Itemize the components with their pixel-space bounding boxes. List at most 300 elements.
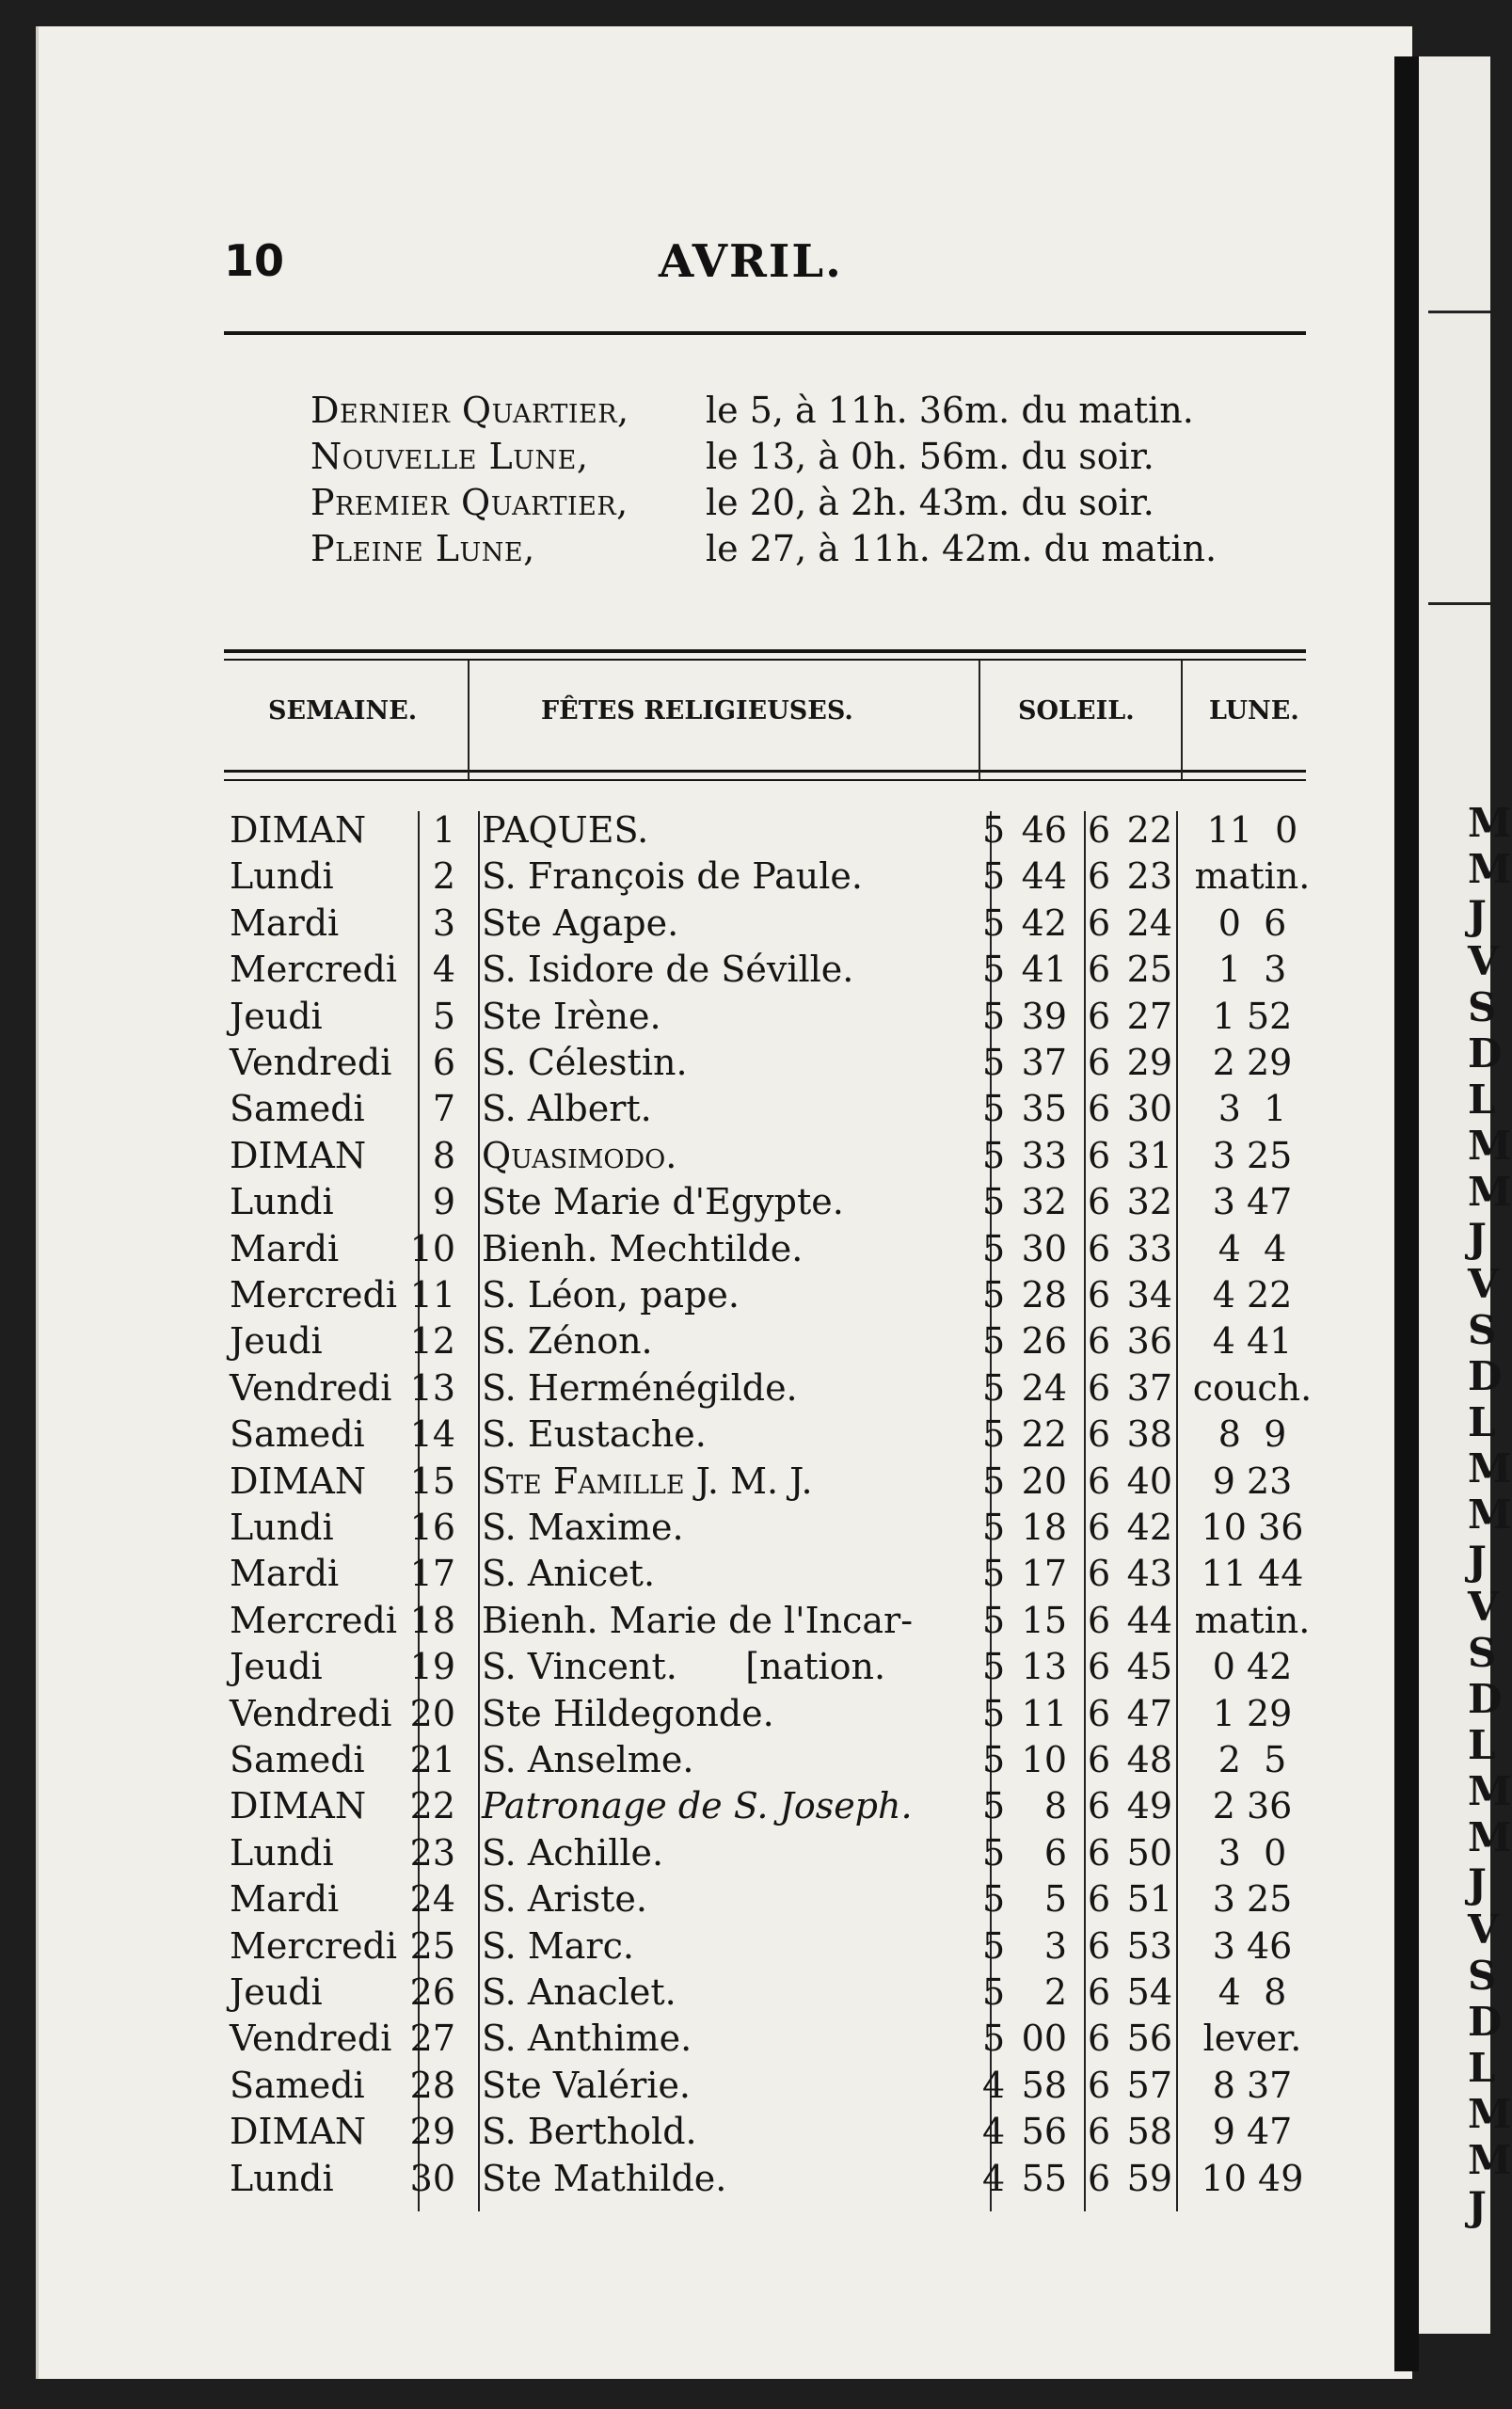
sunrise-hour-cell: 4 (982, 2064, 1006, 2106)
sunrise-hour-cell: 5 (982, 995, 1006, 1037)
calendar-row (230, 1088, 1359, 1134)
calendar-row (230, 1646, 1359, 1692)
calendar-row (230, 2065, 1359, 2111)
sunrise-minute-cell: 22 (1021, 1413, 1067, 1456)
calendar-row (230, 1135, 1359, 1181)
weekday-cell: Lundi (230, 1507, 334, 1548)
feast-cell: S. Ariste. (482, 1878, 647, 1921)
sunrise-minute-cell: 15 (1021, 1599, 1067, 1641)
moon-cell: 2 36 (1212, 1785, 1293, 1827)
sunset-minute-cell: 25 (1126, 949, 1172, 991)
sunset-minute-cell: 56 (1126, 2018, 1172, 2060)
moon-cell: 10 49 (1201, 2157, 1304, 2199)
feast-cell: Ste Mathilde. (482, 2157, 727, 2199)
sunset-hour-cell: 6 (1088, 1739, 1111, 1780)
sunrise-hour-cell: 5 (982, 1274, 1006, 1316)
weekday-cell: DIMAN (230, 1460, 367, 1502)
sunset-hour-cell: 6 (1088, 1366, 1111, 1409)
sunrise-minute-cell: 46 (1021, 809, 1067, 851)
feast-cell: S. Marc. (482, 1924, 634, 1967)
weekday-cell: Vendredi (230, 1366, 392, 1409)
sunrise-minute-cell: 39 (1021, 995, 1067, 1037)
calendar-row (230, 1367, 1359, 1413)
sunrise-hour-cell: 5 (982, 1413, 1006, 1456)
feast-cell: Ste Hildegonde. (482, 1692, 774, 1734)
title-rule (224, 331, 1306, 335)
date-cell: 23 (409, 1831, 455, 1874)
sunset-minute-cell: 48 (1126, 1739, 1172, 1780)
sunset-hour-cell: 6 (1088, 1878, 1111, 1921)
sunset-minute-cell: 30 (1126, 1088, 1172, 1130)
calendar-row (230, 2111, 1359, 2157)
sunrise-minute-cell: 28 (1021, 1274, 1067, 1316)
sunrise-hour-cell: 5 (982, 1553, 1006, 1595)
moon-cell: 9 47 (1212, 2111, 1293, 2153)
sunrise-hour-cell: 5 (982, 1971, 1006, 2013)
moon-phase-row (310, 434, 1327, 480)
sunset-hour-cell: 6 (1088, 2018, 1111, 2060)
moon-cell: 4 4 (1218, 1227, 1287, 1269)
feast-cell: S. Anaclet. (482, 1971, 676, 2013)
moon-cell: couch. (1192, 1366, 1313, 1409)
sunset-hour-cell: 6 (1088, 949, 1111, 991)
sunrise-minute-cell: 26 (1021, 1320, 1067, 1363)
sunrise-hour-cell: 5 (982, 1460, 1006, 1502)
sunrise-hour-cell: 5 (982, 1878, 1006, 1921)
calendar-row (230, 1785, 1359, 1831)
feast-cell: S. Zénon. (482, 1320, 653, 1363)
calendar-row (230, 1507, 1359, 1553)
feast-cell: S. Isidore de Séville. (482, 949, 854, 991)
sunrise-hour-cell: 5 (982, 1227, 1006, 1269)
feast-cell: Ste Valérie. (482, 2064, 692, 2106)
sunset-minute-cell: 44 (1126, 1599, 1172, 1641)
feast-cell: S. Célestin. (482, 1042, 688, 1083)
sunrise-minute-cell: 5 (1043, 1878, 1067, 1921)
moon-cell: 11 0 (1206, 809, 1298, 851)
feast-cell: Quasimodo. (482, 1134, 677, 1176)
calendar-row (230, 1878, 1359, 1924)
page-number: 10 (224, 235, 285, 286)
sunrise-hour-cell: 5 (982, 1924, 1006, 1967)
sunrise-minute-cell: 32 (1021, 1181, 1067, 1223)
moon-cell: matin. (1194, 1599, 1311, 1641)
moon-phase-row (310, 526, 1327, 572)
date-cell: 27 (409, 2018, 455, 2060)
calendar-row (230, 2018, 1359, 2064)
calendar-row (230, 809, 1359, 855)
calendar-row (230, 1413, 1359, 1460)
weekday-cell: DIMAN (230, 1134, 367, 1176)
sunset-minute-cell: 51 (1126, 1878, 1172, 1921)
moon-cell: 2 29 (1212, 1042, 1293, 1083)
moon-cell: 2 5 (1218, 1739, 1287, 1780)
weekday-cell: Lundi (230, 1831, 334, 1874)
moon-phase-time: le 27, à 11h. 42m. du matin. (706, 528, 1218, 569)
date-cell: 7 (432, 1088, 455, 1130)
sunrise-hour-cell: 5 (982, 949, 1006, 991)
sunrise-hour-cell: 5 (982, 1692, 1006, 1734)
moon-cell: 3 1 (1218, 1088, 1287, 1130)
sunset-minute-cell: 58 (1126, 2111, 1172, 2153)
weekday-cell: Mardi (230, 901, 340, 944)
calendar-row (230, 1832, 1359, 1878)
moon-cell: 3 25 (1212, 1878, 1293, 1921)
weekday-cell: Mardi (230, 1878, 340, 1921)
sunset-hour-cell: 6 (1088, 1924, 1111, 1967)
weekday-cell: Samedi (230, 2064, 365, 2106)
feast-cell: S. Maxime. (482, 1507, 684, 1548)
date-cell: 26 (409, 1971, 455, 2013)
moon-cell: 0 6 (1218, 901, 1287, 944)
phases-rule (224, 649, 1306, 653)
header-feasts: FÊTES RELIGIEUSES. (541, 696, 853, 726)
page-title: AVRIL. (659, 235, 843, 288)
sunrise-hour-cell: 5 (982, 1366, 1006, 1409)
date-cell: 11 (409, 1274, 455, 1316)
weekday-cell: Vendredi (230, 2018, 392, 2060)
calendar-row (230, 855, 1359, 901)
facing-page-day-initials: M M J V S D L M M J V S D L M M J V S D L M M J V S D L M M J (1468, 800, 1512, 2229)
book-gutter (1394, 56, 1419, 2371)
header-moon: LUNE. (1209, 696, 1299, 726)
calendar-row (230, 1693, 1359, 1739)
weekday-cell: Samedi (230, 1739, 365, 1780)
feast-cell: Bienh. Mechtilde. (482, 1227, 804, 1269)
moon-cell: 4 8 (1218, 1971, 1287, 2013)
date-cell: 2 (432, 855, 455, 898)
moon-cell: 8 9 (1218, 1413, 1287, 1456)
sunrise-minute-cell: 44 (1021, 855, 1067, 898)
moon-cell: 8 37 (1212, 2064, 1293, 2106)
weekday-cell: Lundi (230, 855, 334, 898)
sunrise-hour-cell: 5 (982, 1831, 1006, 1874)
feast-cell: S. Herménégilde. (482, 1366, 798, 1409)
moon-cell: matin. (1194, 855, 1311, 898)
sunset-minute-cell: 47 (1126, 1692, 1172, 1734)
sunset-minute-cell: 59 (1126, 2157, 1172, 2199)
sunset-minute-cell: 50 (1126, 1831, 1172, 1874)
moon-cell: 3 0 (1218, 1831, 1287, 1874)
sunrise-minute-cell: 13 (1021, 1646, 1067, 1688)
calendar-row (230, 1320, 1359, 1366)
moon-cell: 3 47 (1212, 1181, 1293, 1223)
sunset-hour-cell: 6 (1088, 1460, 1111, 1502)
moon-cell: 3 46 (1212, 1924, 1293, 1967)
sunset-hour-cell: 6 (1088, 1181, 1111, 1223)
feast-cell: Ste Marie d'Egypte. (482, 1181, 844, 1223)
feast-cell: Ste Famille J. M. J. (482, 1460, 813, 1502)
sunset-minute-cell: 38 (1126, 1413, 1172, 1456)
sunrise-hour-cell: 5 (982, 809, 1006, 851)
date-cell: 19 (409, 1646, 455, 1688)
date-cell: 18 (409, 1599, 455, 1641)
feast-cell: S. Albert. (482, 1088, 652, 1130)
calendar-row (230, 2158, 1359, 2204)
sunset-hour-cell: 6 (1088, 1553, 1111, 1595)
feast-cell: Patronage de S. Joseph. (482, 1785, 913, 1827)
moon-cell: 1 3 (1218, 949, 1287, 991)
date-cell: 29 (409, 2111, 455, 2153)
header-bottom-rule-2 (224, 779, 1306, 781)
weekday-cell: Vendredi (230, 1692, 392, 1734)
sunrise-minute-cell: 30 (1021, 1227, 1067, 1269)
sunset-hour-cell: 6 (1088, 1646, 1111, 1688)
date-cell: 14 (409, 1413, 455, 1456)
feast-cell: S. Anthime. (482, 2018, 692, 2060)
weekday-cell: Mercredi (230, 1599, 397, 1641)
weekday-cell: Vendredi (230, 1042, 392, 1083)
feast-cell: Ste Irène. (482, 995, 661, 1037)
feast-cell: S. Achille. (482, 1831, 664, 1874)
moon-phase-name: Nouvelle Lune, (310, 436, 589, 477)
header-bottom-rule (224, 770, 1306, 773)
weekday-cell: DIMAN (230, 809, 367, 851)
moon-cell: 4 41 (1212, 1320, 1293, 1363)
sunrise-minute-cell: 00 (1021, 2018, 1067, 2060)
sunrise-hour-cell: 5 (982, 1134, 1006, 1176)
header-week: SEMAINE. (268, 696, 418, 726)
sunset-hour-cell: 6 (1088, 809, 1111, 851)
col-divider-sun (1181, 661, 1183, 779)
sunset-minute-cell: 23 (1126, 855, 1172, 898)
sunrise-hour-cell: 5 (982, 1320, 1006, 1363)
sunset-hour-cell: 6 (1088, 2157, 1111, 2199)
date-cell: 17 (409, 1553, 455, 1595)
sunset-minute-cell: 43 (1126, 1553, 1172, 1595)
sunset-minute-cell: 32 (1126, 1181, 1172, 1223)
weekday-cell: Mercredi (230, 949, 397, 991)
moon-cell: 3 25 (1212, 1134, 1293, 1176)
date-cell: 22 (409, 1785, 455, 1827)
sunset-minute-cell: 37 (1126, 1366, 1172, 1409)
calendar-row (230, 1553, 1359, 1599)
sunset-minute-cell: 31 (1126, 1134, 1172, 1176)
sunset-minute-cell: 22 (1126, 809, 1172, 851)
moon-cell: 1 29 (1212, 1692, 1293, 1734)
date-cell: 3 (432, 901, 455, 944)
sunrise-minute-cell: 35 (1021, 1088, 1067, 1130)
moon-phase-row (310, 388, 1327, 434)
calendar-row (230, 996, 1359, 1042)
col-divider-week (468, 661, 470, 779)
weekday-cell: Jeudi (230, 1646, 323, 1688)
sunrise-hour-cell: 5 (982, 1785, 1006, 1827)
calendar-row (230, 1042, 1359, 1088)
moon-cell: 4 22 (1212, 1274, 1293, 1316)
sunset-hour-cell: 6 (1088, 901, 1111, 944)
moon-cell: 1 52 (1212, 995, 1293, 1037)
calendar-row (230, 1274, 1359, 1320)
sunset-minute-cell: 27 (1126, 995, 1172, 1037)
sunrise-minute-cell: 55 (1021, 2157, 1067, 2199)
sunrise-hour-cell: 5 (982, 1599, 1006, 1641)
sunset-minute-cell: 42 (1126, 1507, 1172, 1548)
calendar-row (230, 1600, 1359, 1646)
sunrise-minute-cell: 6 (1043, 1831, 1067, 1874)
date-cell: 10 (409, 1227, 455, 1269)
sunset-hour-cell: 6 (1088, 1088, 1111, 1130)
sunset-minute-cell: 24 (1126, 901, 1172, 944)
sunrise-minute-cell: 20 (1021, 1460, 1067, 1502)
sunrise-hour-cell: 5 (982, 855, 1006, 898)
date-cell: 13 (409, 1366, 455, 1409)
weekday-cell: Jeudi (230, 1971, 323, 2013)
calendar-row (230, 1739, 1359, 1785)
date-cell: 24 (409, 1878, 455, 1921)
sunset-hour-cell: 6 (1088, 2064, 1111, 2106)
date-cell: 5 (432, 995, 455, 1037)
date-cell: 28 (409, 2064, 455, 2106)
moon-phases (310, 388, 1327, 572)
date-cell: 16 (409, 1507, 455, 1548)
moon-cell: 11 44 (1201, 1553, 1304, 1595)
feast-cell: S. François de Paule. (482, 855, 863, 898)
calendar-row (230, 949, 1359, 995)
sunset-hour-cell: 6 (1088, 1227, 1111, 1269)
sunrise-minute-cell: 10 (1021, 1739, 1067, 1780)
sunset-hour-cell: 6 (1088, 995, 1111, 1037)
calendar-row (230, 1228, 1359, 1274)
sunset-hour-cell: 6 (1088, 1134, 1111, 1176)
calendar-row (230, 1181, 1359, 1227)
moon-cell: 10 36 (1201, 1507, 1304, 1548)
weekday-cell: Jeudi (230, 1320, 323, 1363)
sunset-minute-cell: 53 (1126, 1924, 1172, 1967)
sunrise-minute-cell: 42 (1021, 901, 1067, 944)
sunset-hour-cell: 6 (1088, 1971, 1111, 2013)
sunrise-minute-cell: 24 (1021, 1366, 1067, 1409)
sunset-minute-cell: 29 (1126, 1042, 1172, 1083)
sunrise-hour-cell: 5 (982, 901, 1006, 944)
sunset-minute-cell: 57 (1126, 2064, 1172, 2106)
sunset-minute-cell: 45 (1126, 1646, 1172, 1688)
weekday-cell: Mercredi (230, 1274, 397, 1316)
date-cell: 20 (409, 1692, 455, 1734)
sunrise-hour-cell: 5 (982, 2018, 1006, 2060)
sunrise-minute-cell: 11 (1021, 1692, 1067, 1734)
calendar-row (230, 1460, 1359, 1507)
calendar-row (230, 1971, 1359, 2018)
feast-cell: S. Léon, pape. (482, 1274, 740, 1316)
feast-cell: S. Anselme. (482, 1739, 694, 1780)
sunset-hour-cell: 6 (1088, 1507, 1111, 1548)
sunrise-hour-cell: 5 (982, 1646, 1006, 1688)
moon-phase-time: le 5, à 11h. 36m. du matin. (706, 390, 1194, 431)
sunset-minute-cell: 40 (1126, 1460, 1172, 1502)
feast-cell: S. Vincent. [nation. (482, 1646, 886, 1688)
feast-cell: PAQUES. (482, 809, 649, 851)
moon-phase-row (310, 480, 1327, 526)
sunset-hour-cell: 6 (1088, 1320, 1111, 1363)
col-divider-feasts (979, 661, 980, 779)
weekday-cell: Lundi (230, 1181, 334, 1223)
moon-phase-name: Dernier Quartier, (310, 390, 629, 431)
sunset-minute-cell: 34 (1126, 1274, 1172, 1316)
weekday-cell: Mardi (230, 1553, 340, 1595)
date-cell: 25 (409, 1924, 455, 1967)
sunrise-minute-cell: 17 (1021, 1553, 1067, 1595)
sunset-hour-cell: 6 (1088, 1692, 1111, 1734)
calendar-row (230, 1925, 1359, 1971)
calendar-row (230, 902, 1359, 949)
date-cell: 6 (432, 1042, 455, 1083)
sunset-minute-cell: 36 (1126, 1320, 1172, 1363)
feast-cell: S. Berthold. (482, 2111, 697, 2153)
sunrise-hour-cell: 5 (982, 1181, 1006, 1223)
feast-cell: Bienh. Marie de l'Incar- (482, 1599, 914, 1641)
sunset-hour-cell: 6 (1088, 855, 1111, 898)
sunset-minute-cell: 49 (1126, 1785, 1172, 1827)
sunrise-hour-cell: 5 (982, 1042, 1006, 1083)
date-cell: 12 (409, 1320, 455, 1363)
date-cell: 9 (432, 1181, 455, 1223)
feast-cell: Ste Agape. (482, 901, 679, 944)
moon-phase-time: le 13, à 0h. 56m. du soir. (706, 436, 1154, 477)
moon-cell: 9 23 (1212, 1460, 1293, 1502)
date-cell: 8 (432, 1134, 455, 1176)
sunrise-minute-cell: 8 (1043, 1785, 1067, 1827)
weekday-cell: Jeudi (230, 995, 323, 1037)
weekday-cell: Mardi (230, 1227, 340, 1269)
weekday-cell: Samedi (230, 1088, 365, 1130)
moon-phase-name: Premier Quartier, (310, 482, 629, 523)
weekday-cell: Samedi (230, 1413, 365, 1456)
sunrise-minute-cell: 37 (1021, 1042, 1067, 1083)
header-sun: SOLEIL. (1018, 696, 1135, 726)
sunset-minute-cell: 54 (1126, 1971, 1172, 2013)
weekday-cell: DIMAN (230, 1785, 367, 1827)
sunset-hour-cell: 6 (1088, 2111, 1111, 2153)
sunrise-hour-cell: 4 (982, 2111, 1006, 2153)
feast-cell: S. Anicet. (482, 1553, 656, 1595)
date-cell: 4 (432, 949, 455, 991)
sunrise-minute-cell: 41 (1021, 949, 1067, 991)
sunrise-minute-cell: 58 (1021, 2064, 1067, 2106)
sunrise-minute-cell: 18 (1021, 1507, 1067, 1548)
moon-phase-name: Pleine Lune, (310, 528, 535, 569)
date-cell: 15 (409, 1460, 455, 1502)
sunset-hour-cell: 6 (1088, 1831, 1111, 1874)
sunrise-hour-cell: 4 (982, 2157, 1006, 2199)
sunset-hour-cell: 6 (1088, 1599, 1111, 1641)
date-cell: 1 (432, 809, 455, 851)
sunrise-minute-cell: 2 (1043, 1971, 1067, 2013)
moon-phase-time: le 20, à 2h. 43m. du soir. (706, 482, 1154, 523)
sunset-minute-cell: 33 (1126, 1227, 1172, 1269)
sunset-hour-cell: 6 (1088, 1785, 1111, 1827)
sunset-hour-cell: 6 (1088, 1274, 1111, 1316)
date-cell: 30 (409, 2157, 455, 2199)
weekday-cell: Mercredi (230, 1924, 397, 1967)
date-cell: 21 (409, 1739, 455, 1780)
sunrise-minute-cell: 56 (1021, 2111, 1067, 2153)
sunrise-hour-cell: 5 (982, 1739, 1006, 1780)
sunrise-minute-cell: 33 (1021, 1134, 1067, 1176)
moon-cell: 0 42 (1212, 1646, 1293, 1688)
sunset-hour-cell: 6 (1088, 1042, 1111, 1083)
header-top-rule (224, 659, 1306, 661)
sunrise-hour-cell: 5 (982, 1507, 1006, 1548)
sunrise-hour-cell: 5 (982, 1088, 1006, 1130)
sunrise-minute-cell: 3 (1043, 1924, 1067, 1967)
weekday-cell: Lundi (230, 2157, 334, 2199)
weekday-cell: DIMAN (230, 2111, 367, 2153)
facing-page-edge (1419, 56, 1512, 2334)
feast-cell: S. Eustache. (482, 1413, 707, 1456)
sunset-hour-cell: 6 (1088, 1413, 1111, 1456)
moon-cell: lever. (1202, 2018, 1302, 2060)
